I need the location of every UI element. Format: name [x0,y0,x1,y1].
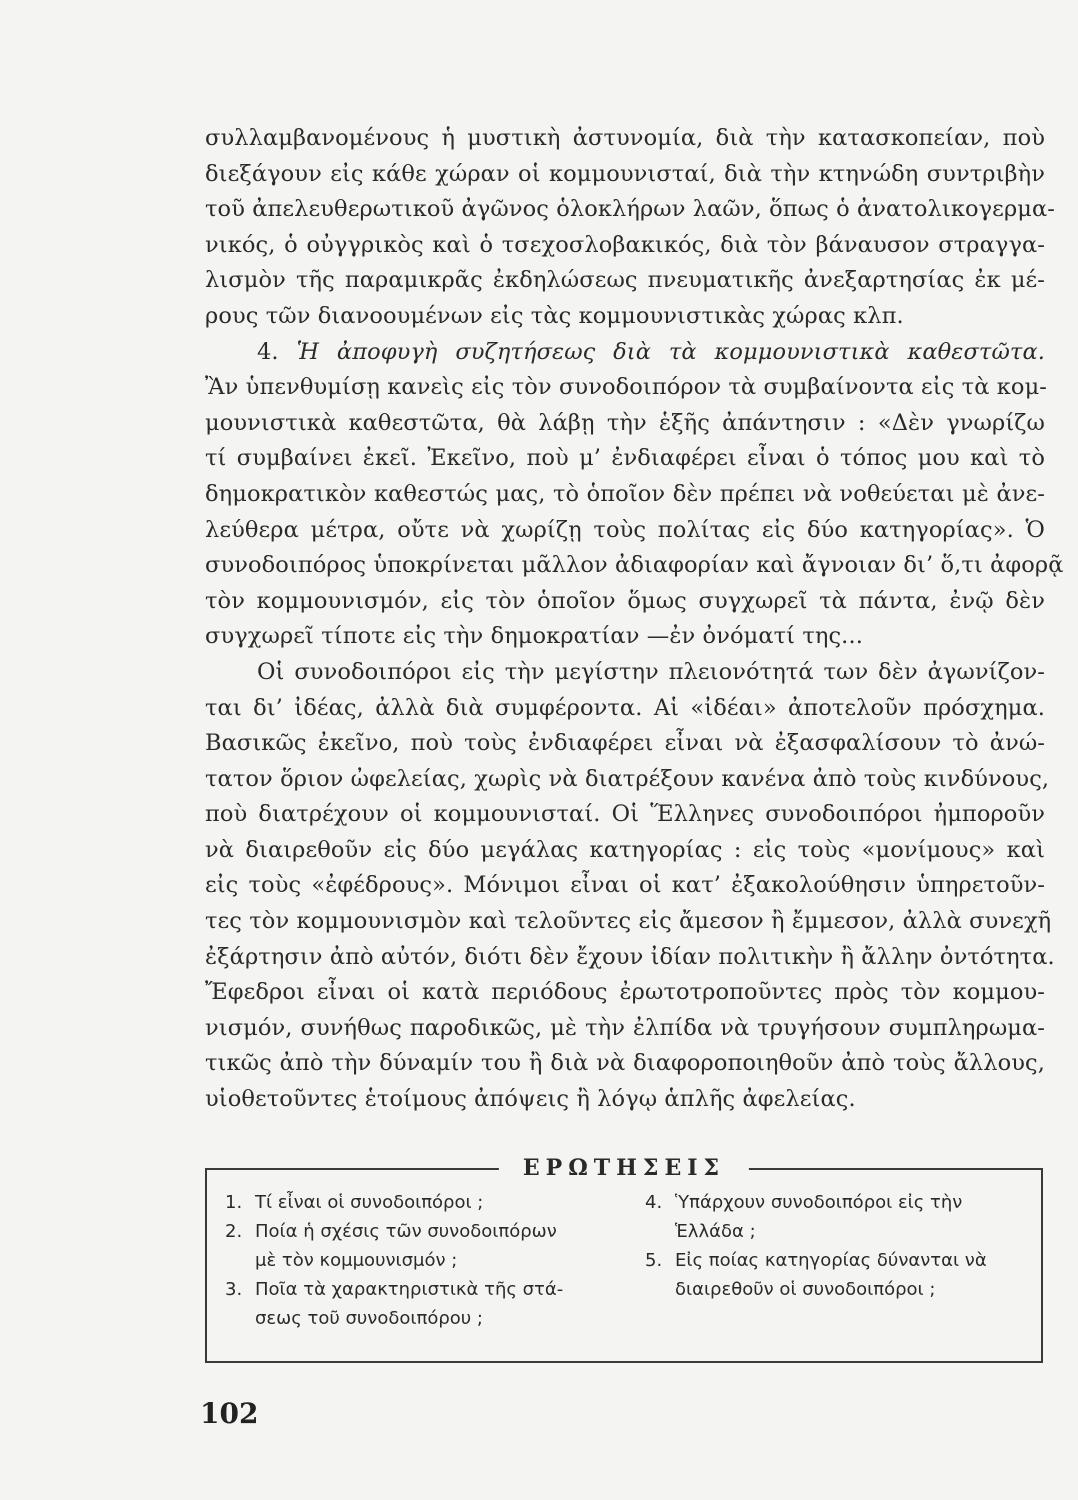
text-line: Ἔφεδροι εἶναι οἱ κατὰ περιόδους ἐρωτοτροποῦντες πρὸς τὸν κομμου- [205,979,1045,1006]
text-line: Οἱ συνοδοιπόροι εἰς τὴν μεγίστην πλειονότητά των δὲν ἀγωνίζον- [257,658,1045,685]
text-line: τικῶς ἀπὸ τὴν δύναμίν του ἢ διὰ νὰ διαφοροποιηθοῦν ἀπὸ τοὺς ἄλλους, [205,1050,1045,1077]
question-item [225,1217,640,1246]
question-item [225,1275,640,1304]
question-text: Ποία ἡ σχέσις τῶν συνοδοιπόρων [255,1221,557,1242]
question-number: 1. [225,1192,243,1213]
body-text [205,121,1064,1118]
text-line: λισμὸν τῆς παραμικρᾶς ἐκδηλώσεως πνευματικῆς ἀνεξαρτησίας ἐκ μέ- [205,267,1045,294]
text-line: Βασικῶς ἐκεῖνο, ποὺ τοὺς ἐνδιαφέρει εἶναι νὰ ἐξασφαλίσουν τὸ ἀνώ- [205,730,1045,757]
section-number: 4. [257,338,279,365]
question-item [645,1246,1025,1275]
text-line: δημοκρατικὸν καθεστώς μας, τὸ ὁποῖον δὲν πρέπει νὰ νοθεύεται μὲ ἀνε- [205,480,1045,507]
text-line: ρους τῶν διανοουμένων εἰς τὰς κομμουνιστικὰς χώρας κλπ. [205,302,904,329]
text-line: τοῦ ἀπελευθερωτικοῦ ἀγῶνος ὁλοκλήρων λαῶν, ὅπως ὁ ἀνατολικογερμα- [205,196,1055,223]
question-item [225,1188,640,1217]
text-line: τί συμβαίνει ἐκεῖ. Ἐκεῖνο, ποὺ μ’ ἐνδιαφέρει εἶναι ὁ τόπος μου καὶ τὸ [205,445,1045,472]
text-line: νικός, ὁ οὐγγρικὸς καὶ ὁ τσεχοσλοβακικός, διὰ τὸν βάναυσον στραγγα- [205,231,1045,258]
section-title: Ἡ ἀποφυγὴ συζητήσεως διὰ τὰ κομμουνιστικὰ καθεστῶτα. [296,338,1045,365]
question-text: Ὑπάρχουν συνοδοιπόροι εἰς τὴν [675,1192,963,1213]
question-text: Τί εἶναι οἱ συνοδοιπόροι ; [255,1192,484,1213]
question-number: 3. [225,1279,243,1300]
page-number: 102 [200,1397,259,1430]
question-text: Εἰς ποίας κατηγορίας δύνανται νὰ [675,1250,987,1271]
question-continuation: Ἑλλάδα ; [675,1221,756,1242]
text-line: συγχωρεῖ τίποτε εἰς τὴν δημοκρατίαν —ἐν ὀνόματί της... [205,623,863,650]
section-heading [205,335,1045,371]
text-line: συλλαμβανομένους ἡ μυστικὴ ἀστυνομία, διὰ τὴν κατασκοπείαν, ποὺ [205,125,1045,151]
text-line: τατον ὅριον ὠφελείας, χωρὶς νὰ διατρέξουν κανένα ἀπὸ τοὺς κινδύνους, [205,765,1050,792]
questions-right-column [645,1188,1025,1304]
text-line: ἐξάρτησιν ἀπὸ αὐτόν, διότι δὲν ἔχουν ἰδίαν πολιτικὴν ἢ ἄλλην ὀντότητα. [205,943,1055,970]
question-text: Ποῖα τὰ χαρακτηριστικὰ τῆς στά- [255,1279,564,1300]
question-number: 4. [645,1192,663,1213]
text-line: υἱοθετοῦντες ἑτοίμους ἀπόψεις ἢ λόγῳ ἁπλῆς ἀφελείας. [205,1086,856,1113]
text-line: τες τὸν κομμουνισμὸν καὶ τελοῦντες εἰς ἄμεσον ἢ ἔμμεσον, ἀλλὰ συνεχῆ [205,908,1052,935]
question-continuation: σεως τοῦ συνοδοιπόρου ; [255,1308,483,1329]
question-item [645,1188,1025,1217]
text-line: ποὺ διατρέχουν οἱ κομμουνισταί. Οἱ Ἕλληνες συνοδοιπόροι ἠμποροῦν [205,801,1045,828]
text-line: Ἂν ὑπενθυμίσῃ κανεὶς εἰς τὸν συνοδοιπόρον τὰ συμβαίνοντα εἰς τὰ κομ- [205,374,1048,401]
question-continuation: μὲ τὸν κομμουνισμόν ; [255,1250,458,1271]
text-line: τὸν κομμουνισμόν, εἰς τὸν ὁποῖον ὅμως συγχωρεῖ τὰ πάντα, ἐνῷ δὲν [205,587,1045,614]
questions-box [205,1155,1043,1363]
text-line: νισμόν, συνήθως παροδικῶς, μὲ τὴν ἐλπίδα νὰ τρυγήσουν συμπληρωμα- [205,1014,1045,1041]
text-line: μουνιστικὰ καθεστῶτα, θὰ λάβῃ τὴν ἑξῆς ἀπάντησιν : «Δὲν γνωρίζω [205,409,1045,436]
text-line: νὰ διαιρεθοῦν εἰς δύο μεγάλας κατηγορίας : εἰς τοὺς «μονίμους» καὶ [205,836,1045,863]
question-number: 2. [225,1221,243,1242]
questions-title: ΕΡΩΤΗΣΕΙΣ [499,1153,749,1183]
text-line: διεξάγουν εἰς κάθε χώραν οἱ κομμουνισταί, διὰ τὴν κτηνώδη συντριβὴν [205,160,1045,187]
text-line: εἰς τοὺς «ἐφέδρους». Μόνιμοι εἶναι οἱ κατ’ ἐξακολούθησιν ὑπηρετοῦν- [205,872,1045,899]
text-line: λεύθερα μέτρα, οὔτε νὰ χωρίζῃ τοὺς πολίτας εἰς δύο κατηγορίας». Ὁ [205,516,1045,543]
question-number: 5. [645,1250,663,1271]
question-continuation: διαιρεθοῦν οἱ συνοδοιπόροι ; [675,1279,936,1300]
text-line: συνοδοιπόρος ὑποκρίνεται μᾶλλον ἀδιαφορίαν καὶ ἄγνοιαν δι’ ὅ,τι ἀφορᾷ [205,552,1064,579]
questions-left-column [225,1188,640,1333]
text-line: ται δι’ ἰδέας, ἀλλὰ διὰ συμφέροντα. Αἱ «ἰδέαι» ἀποτελοῦν πρόσχημα. [205,694,1045,721]
